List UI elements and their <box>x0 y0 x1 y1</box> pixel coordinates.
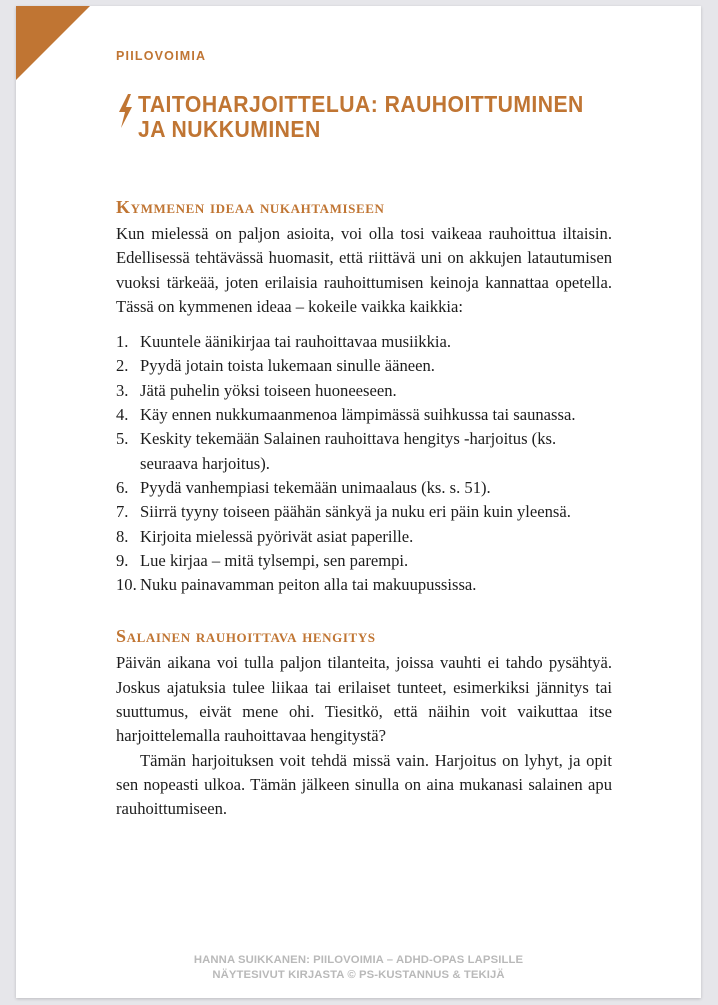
breathing-section <box>116 625 612 821</box>
list-item: 5. Keskity tekemään Salainen rauhoittava hengitys -harjoitus (ks. seuraava harjoitus). <box>116 429 557 473</box>
lightning-bolt-icon <box>116 94 134 128</box>
section-heading-ideas: Kymmenen ideaa nukahtamiseen <box>116 197 385 217</box>
running-head: PIILOVOIMIA <box>116 49 207 63</box>
list-item: 2. Pyydä jotain toista lukemaan sinulle ääneen. <box>116 356 435 376</box>
page-title <box>116 92 658 142</box>
footer-line-2: NÄYTESIVUT KIRJASTA © PS-KUSTANNUS & TEKIJÄ <box>212 968 505 981</box>
list-item: 9. Lue kirjaa – mitä tylsempi, sen parempi. <box>116 550 409 570</box>
ideas-list <box>116 330 612 597</box>
page-content <box>116 196 612 822</box>
corner-triangle-decoration <box>16 6 90 80</box>
list-item: 10. Nuku painavamman peiton alla tai makuupussissa. <box>116 575 477 595</box>
breathing-paragraph-1: Päivän aikana voi tulla paljon tilanteita, joissa vauhti ei tahdo pysähtyä. Joskus ajatuksia tulee liikaa tai erilaiset tunteet, esimerkiksi jännitys tai suuttumus, eivät mene ohi. Tiesitkö, että näihin voit vaikuttaa itse harjoittelemalla rauhoittavaa hengitystä? <box>116 653 612 746</box>
list-item: 7. Siirrä tyyny toiseen päähän sänkyä ja nuku eri päin kuin yleensä. <box>116 502 571 522</box>
list-item: 4. Käy ennen nukkumaanmenoa lämpimässä suihkussa tai saunassa. <box>116 405 576 425</box>
list-item: 8. Kirjoita mielessä pyörivät asiat paperille. <box>116 526 414 546</box>
footer-line-1: HANNA SUIKKANEN: PIILOVOIMIA – ADHD-OPAS LAPSILLE <box>193 954 524 966</box>
title-line-2: JA NUKKUMINEN <box>138 116 321 142</box>
breathing-paragraph-2: Tämän harjoituksen voit tehdä missä vain. Harjoitus on lyhyt, ja opit sen nopeasti ulkoa. Tämän jälkeen sinulla on aina mukanasi salainen apu rauhoittumiseen. <box>116 750 612 819</box>
section-heading-breathing: Salainen rauhoittava hengitys <box>116 626 376 647</box>
document-page <box>16 6 701 998</box>
list-item: 6. Pyydä vanhempiasi tekemään unimaalaus (ks. s. 51). <box>116 477 491 497</box>
intro-paragraph: Kun mielessä on paljon asioita, voi olla tosi vaikeaa rauhoittua iltaisin. Edellisessä tehtävässä huomasit, että riittävä uni on akkujen latautumisen vuoksi tärkeää, joten erilaisia rauhoittumisen keinoja kannattaa opetella. Tässä on kymmenen ideaa – kokeile vaikka kaikkia: <box>116 224 612 316</box>
title-line-1: TAITOHARJOITTELUA: RAUHOITTUMINEN <box>138 91 584 117</box>
page-footer <box>16 953 701 982</box>
list-item: 1. Kuuntele äänikirjaa tai rauhoittavaa musiikkia. <box>116 332 452 352</box>
list-item: 3. Jätä puhelin yöksi toiseen huoneeseen. <box>116 380 397 400</box>
